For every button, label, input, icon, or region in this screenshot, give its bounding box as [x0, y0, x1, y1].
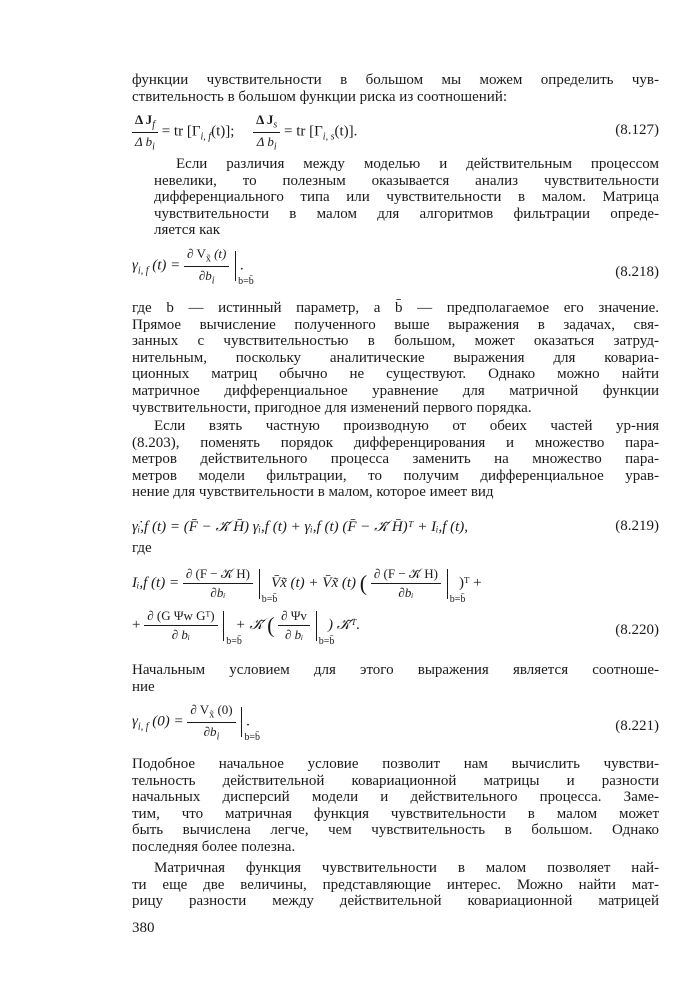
text-line: (8.203), поменять порядок дифференцирования и множество пара- — [132, 434, 659, 451]
equation-8-218: $\gamma_{i, f}$ (t) = $\frac{\partial V_{x̃} (t)}{\partial b_i}$ b=b̄ . — [132, 246, 254, 288]
text-line: быть вычислена легче, чем чувствительность в большом. Однако — [132, 822, 659, 839]
paragraph-1 — [132, 72, 659, 105]
text-line: нительным, поскольку аналитические выражения для ковариа- — [132, 349, 659, 366]
equation-number: (8.221) — [615, 718, 659, 734]
text-line: Подобное начальное условие позволит нам вычислить чувстви- — [132, 756, 659, 772]
equation-number: (8.218) — [615, 264, 659, 280]
text-line: Начальным условием для этого выражения является соотноше- — [132, 662, 659, 678]
equation-8-220-line-1: Iᵢ,f (t) = $\frac{\text{∂ (F − 𝒦̄ H)}}{\text{∂bᵢ}}$ b=b̄ V̄x̃ (t) + V̄x̃ (t) ( $\frac{\text{∂ (F − 𝒦̄ H)}}{\text{∂bᵢ}}$ b=b̄ )ᵀ + — [132, 566, 482, 605]
text-line: ствительность в большом функции риска из соотношений: — [132, 88, 508, 105]
text-line: начальных дисперсий модели и действительного процесса. Заме- — [132, 789, 659, 806]
text-line: чувствительности, пригодное для изменений первого порядка. — [132, 399, 532, 416]
text-line: рицу разности между действительной ковариационной матрицей — [132, 893, 659, 910]
text-line: невелики, то полезным оказывается анализ чувствительности — [154, 172, 659, 189]
text-line: ние — [132, 678, 155, 695]
paragraph-6 — [132, 756, 659, 856]
fraction: $\frac{\partial V_{x̃} (t)}{\partial b_i}$ — [184, 246, 229, 286]
text-line: Прямое вычисление полученного выше выражения в задачах, свя- — [132, 316, 659, 333]
page-number: 380 — [132, 920, 155, 936]
paragraph-5 — [132, 662, 659, 695]
paragraph-3 — [132, 300, 659, 416]
fraction: $\frac{\text{∂ (F − 𝒦̄ H)}}{\text{∂bᵢ}}$ — [183, 566, 253, 601]
text-line: занных с чувствительностью в большом, может оказаться затруд- — [132, 333, 659, 350]
equation-number: (8.219) — [615, 518, 659, 534]
text-line: Если различия между моделью и действительным процессом — [176, 156, 659, 172]
where-label: где — [132, 540, 152, 556]
fraction: $\frac{\Delta J_f}{\Delta b_i}$ — [132, 112, 158, 152]
equation-number: (8.220) — [615, 622, 659, 638]
equation-8-221: $\gamma_{i, f}$ (0) = $\frac{\partial V_{x̃} (0)}{\partial b_i}$ b=b̄ . — [132, 702, 260, 744]
equation-number: (8.127) — [615, 122, 659, 138]
text-line: матричное дифференциальное уравнение для матричной функции — [132, 382, 659, 399]
fraction: $\frac{\partial V_{x̃} (0)}{\partial b_i}$ — [187, 702, 235, 742]
fraction: $\frac{\partial \Psi v}{\text{∂ bᵢ}}$ — [278, 608, 310, 643]
text-line: дифференциального типа или чувствительности в малом. Матрица — [154, 189, 659, 206]
equation-8-127: $\frac{\Delta J_f}{\Delta b_i}$ = tr $[\Gamma_{i, f}(t)]$; $\frac{\Delta J_s}{\Delta b_i}$ = tr $[\Gamma_{i, s}(t)]$. — [132, 112, 659, 152]
text-line: тельность действительной ковариационной матрицы и разности — [132, 772, 659, 789]
text-line: тим, что матричная функция чувствительности в малом может — [132, 805, 659, 822]
text-line: метров действительного процесса заменить на множество пара- — [132, 451, 659, 468]
text-line: последняя более полезна. — [132, 838, 296, 855]
text-line: Если взять частную производную от обеих частей ур-ния — [154, 418, 659, 434]
paragraph-7 — [132, 860, 659, 910]
paragraph-4 — [132, 418, 659, 501]
text-line: где b — истинный параметр, а b̄ — предполагаемое его значение. — [132, 300, 659, 316]
equation-8-220-line-2: + $\frac{\text{∂ (G Ψw Gᵀ)}}{\text{∂ bᵢ}}$ b=b̄ + 𝒦̄ ( $\frac{\partial \Psi v}{\text{∂ bᵢ}}$ b=b̄ ) 𝒦̄ᵀ. — [132, 608, 361, 647]
text-line: функции чувствительности в большом мы можем определить чув- — [132, 72, 659, 88]
text-line: нение для чувствительности в малом, которое имеет вид — [132, 484, 494, 501]
paragraph-2 — [132, 156, 659, 239]
fraction: $\frac{\text{∂ (G Ψw Gᵀ)}}{\text{∂ bᵢ}}$ — [144, 608, 217, 643]
text-line: ти еще две величины, представляющие интерес. Можно найти мат- — [132, 876, 659, 893]
text-line: ляется как — [154, 222, 221, 239]
fraction: $\frac{\Delta J_s}{\Delta b_i}$ — [253, 112, 280, 152]
text-line: ционных матриц обычно не существуют. Однако можно найти — [132, 366, 659, 383]
equation-8-219: γ̇ᵢ,f (t) = (F̄ − 𝒦̄ H̄) γᵢ,f (t) + γᵢ,f (t) (F̄ − 𝒦̄ H̄)ᵀ + Iᵢ,f (t), — [132, 519, 469, 535]
text-line: чувствительности в малом для алгоритмов фильтрации опреде- — [154, 205, 659, 222]
fraction: $\frac{\text{∂ (F − 𝒦̄ H)}}{\text{∂bᵢ}}$ — [371, 566, 441, 601]
text-line: Матричная функция чувствительности в малом позволяет най- — [154, 860, 659, 876]
text-line: метров модели фильтрации, то получим дифференциальное урав- — [132, 467, 659, 484]
